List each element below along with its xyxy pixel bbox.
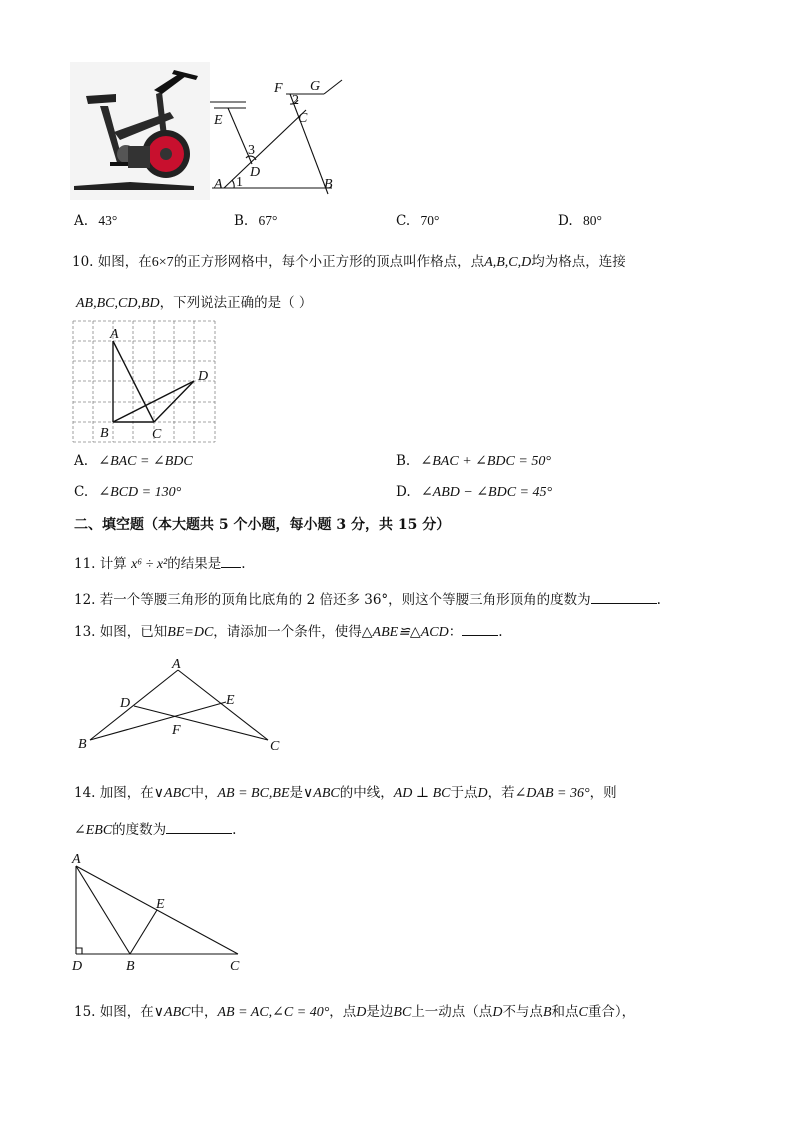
q11 bbox=[74, 552, 246, 573]
q10-grid-figure bbox=[70, 318, 222, 448]
label-D: D bbox=[250, 165, 261, 180]
q13-text: ，请添加一个条件，使得 bbox=[213, 624, 362, 640]
q10-text: 均为格点，连接 bbox=[531, 254, 626, 270]
label-A: A bbox=[214, 177, 223, 192]
label-E: E bbox=[214, 113, 223, 128]
option-letter: A. bbox=[74, 453, 89, 469]
q14-triangle-figure bbox=[68, 850, 258, 978]
label-B: B bbox=[100, 426, 109, 441]
label-F: F bbox=[172, 723, 181, 738]
option-letter: B. bbox=[234, 213, 249, 229]
option-value: 43° bbox=[98, 213, 118, 228]
q15-point: C bbox=[578, 1005, 588, 1020]
q12-text: . bbox=[656, 592, 661, 608]
q14-text: . bbox=[232, 822, 237, 838]
label-C: C bbox=[270, 739, 280, 754]
label-A: A bbox=[172, 657, 181, 672]
q14-text: 的中线， bbox=[339, 785, 394, 801]
q13-triangle-figure bbox=[74, 652, 294, 756]
q13-congruence: △ABE≌△ACD bbox=[361, 625, 449, 640]
q10-grid-size: 6×7 bbox=[151, 255, 174, 270]
label-C: C bbox=[298, 111, 308, 126]
q14-line2 bbox=[74, 818, 236, 839]
q10-option-b bbox=[396, 453, 551, 470]
label-angle-1: 1 bbox=[236, 175, 243, 190]
option-value: ∠ABD − ∠BDC = 45° bbox=[420, 485, 553, 500]
label-C: C bbox=[152, 427, 162, 442]
q15-point: D bbox=[356, 1005, 367, 1020]
q9-option-d bbox=[558, 213, 602, 229]
label-E: E bbox=[156, 897, 165, 912]
q14-text: 中， bbox=[190, 785, 218, 801]
q15-text: 和点 bbox=[551, 1004, 579, 1020]
question-number: 11. bbox=[74, 556, 96, 572]
q14-text: ，则 bbox=[589, 785, 617, 801]
q15-text: 是边 bbox=[366, 1004, 394, 1020]
q10-text: ，下列说法正确的是（ ） bbox=[159, 295, 313, 311]
q14-text: 是 bbox=[289, 785, 304, 801]
q15-segment: BC bbox=[393, 1005, 412, 1020]
option-letter: A. bbox=[74, 213, 89, 229]
q11-expression: x⁶ ÷ x² bbox=[131, 557, 168, 572]
q11-text: 计算 bbox=[99, 556, 127, 572]
label-angle-2: 2 bbox=[292, 93, 299, 108]
question-number: 12. bbox=[74, 592, 96, 608]
q14-text: 加图，在 bbox=[99, 785, 154, 801]
option-value: ∠BAC + ∠BDC = 50° bbox=[420, 454, 551, 469]
q13-condition: BE=DC bbox=[167, 625, 214, 640]
q15-text: 重合）， bbox=[587, 1004, 636, 1020]
q9-option-a bbox=[74, 213, 117, 229]
label-B: B bbox=[78, 737, 87, 752]
q9-option-c bbox=[396, 213, 439, 229]
answer-blank[interactable] bbox=[462, 623, 498, 636]
label-G: G bbox=[310, 79, 321, 94]
option-value: ∠BAC = ∠BDC bbox=[98, 454, 193, 469]
q10-option-a bbox=[74, 453, 193, 470]
section-2-title: 二、填空题（本大题共 5 个小题，每小题 3 分，共 15 分） bbox=[74, 517, 451, 533]
answer-blank[interactable] bbox=[221, 555, 241, 568]
q15-text: 如图，在 bbox=[99, 1004, 154, 1020]
q13-text: . bbox=[498, 624, 503, 640]
q10-text: 的正方形网格中，每个小正方形的顶点叫作格点，点 bbox=[173, 254, 485, 270]
q15-point: B bbox=[542, 1005, 552, 1020]
q13-text: 如图，已知 bbox=[99, 624, 168, 640]
question-number: 15. bbox=[74, 1004, 96, 1020]
option-letter: D. bbox=[558, 213, 573, 229]
q14-condition: AB = BC,BE bbox=[217, 786, 290, 801]
q10-option-c bbox=[74, 484, 181, 501]
q10-segments: AB,BC,CD,BD bbox=[76, 296, 160, 311]
label-B: B bbox=[126, 959, 135, 974]
label-D: D bbox=[72, 959, 83, 974]
q12-text: 若一个等腰三角形的顶角比底角的 2 倍还多 36°，则这个等腰三角形顶角的度数为 bbox=[99, 592, 591, 608]
q11-text: . bbox=[241, 556, 246, 572]
option-value: ∠BCD = 130° bbox=[98, 485, 182, 500]
q10-stem-line1 bbox=[72, 250, 626, 271]
q15-text: ，点 bbox=[329, 1004, 357, 1020]
q14-triangle: ∨ABC bbox=[303, 786, 340, 801]
q14-text: ，若 bbox=[487, 785, 515, 801]
q9-option-b bbox=[234, 213, 277, 229]
q10-points: A,B,C,D bbox=[484, 255, 532, 270]
option-value: 70° bbox=[420, 213, 440, 228]
label-A: A bbox=[110, 327, 119, 342]
label-angle-3: 3 bbox=[248, 143, 255, 158]
label-F: F bbox=[274, 81, 283, 96]
question-number: 10. bbox=[72, 254, 94, 270]
q15-triangle: ∨ABC bbox=[153, 1005, 191, 1020]
q14-text: 的度数为 bbox=[112, 822, 167, 838]
label-E: E bbox=[226, 693, 235, 708]
q15-condition: AB = AC,∠C = 40° bbox=[217, 1005, 330, 1020]
answer-blank[interactable] bbox=[166, 821, 232, 834]
q14-triangle: ∨ABC bbox=[153, 786, 191, 801]
label-C: C bbox=[230, 959, 240, 974]
label-D: D bbox=[198, 369, 209, 384]
q15 bbox=[74, 1000, 635, 1021]
option-value: 80° bbox=[582, 213, 602, 228]
q13 bbox=[74, 620, 503, 641]
q14-point: D bbox=[477, 786, 488, 801]
label-B: B bbox=[324, 177, 333, 192]
option-letter: C. bbox=[74, 484, 89, 500]
q14-text: 于点 bbox=[450, 785, 478, 801]
label-A: A bbox=[72, 852, 81, 867]
q15-text: 上一动点（点 bbox=[411, 1004, 493, 1020]
option-letter: D. bbox=[396, 484, 411, 500]
q10-option-d bbox=[396, 484, 552, 501]
question-number: 13. bbox=[74, 624, 96, 640]
q12 bbox=[74, 588, 661, 608]
question-number: 14. bbox=[74, 785, 96, 801]
option-letter: C. bbox=[396, 213, 411, 229]
q14-line1 bbox=[74, 781, 617, 802]
exercise-bike-image bbox=[70, 62, 210, 200]
option-letter: B. bbox=[396, 453, 411, 469]
q15-text: 中， bbox=[190, 1004, 218, 1020]
option-value: 67° bbox=[258, 213, 278, 228]
q10-stem-line2 bbox=[76, 291, 312, 312]
q15-point: D bbox=[492, 1005, 503, 1020]
label-D: D bbox=[120, 696, 131, 711]
q14-angle-asked: ∠EBC bbox=[74, 823, 113, 838]
answer-blank[interactable] bbox=[591, 591, 657, 604]
q14-angle: ∠DAB = 36° bbox=[514, 786, 590, 801]
q15-text: 不与点 bbox=[502, 1004, 543, 1020]
q14-perpendicular: AD ⊥ BC bbox=[393, 786, 451, 801]
q11-text: 的结果是 bbox=[167, 556, 222, 572]
q10-text: 如图，在 bbox=[97, 254, 152, 270]
q13-text: ： bbox=[448, 624, 463, 640]
q9-geometry-figure bbox=[206, 74, 356, 200]
